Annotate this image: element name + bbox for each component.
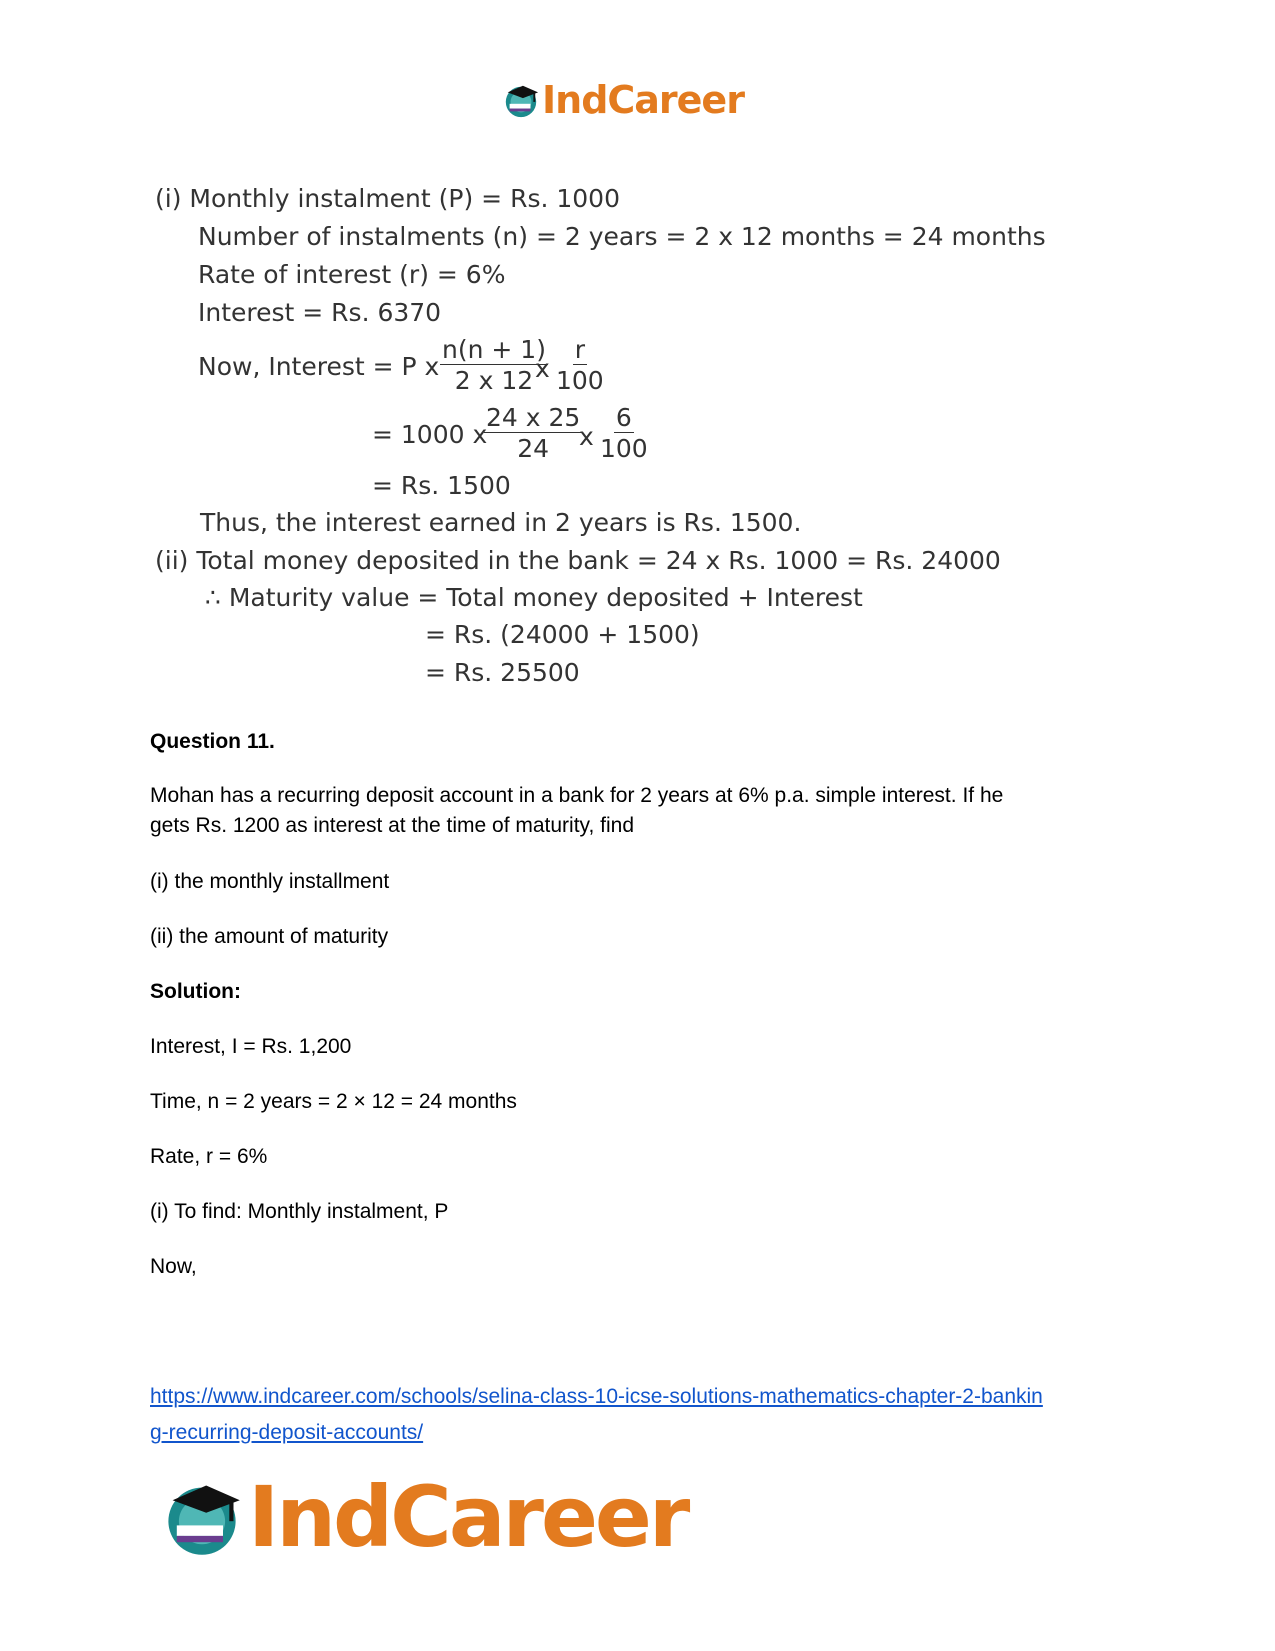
solution-line: Now, (150, 1255, 197, 1278)
math-line: = 1000 x (372, 420, 488, 449)
fraction-numerator: n(n + 1) (442, 335, 546, 364)
solution-line: Interest, I = Rs. 1,200 (150, 1035, 352, 1058)
math-line: Now, Interest = P x (198, 352, 440, 381)
math-line: Rate of interest (r) = 6% (198, 260, 506, 289)
math-line: (i) Monthly instalment (P) = Rs. 1000 (155, 184, 620, 213)
solution-title: Solution: (150, 980, 241, 1003)
fraction (484, 405, 582, 461)
math-line: = Rs. (24000 + 1500) (425, 620, 700, 649)
math-line: Number of instalments (n) = 2 years = 2 x 12 months = 24 months (198, 222, 1046, 251)
brand-name: IndCareer (542, 78, 744, 122)
question-part: (i) the monthly installment (150, 870, 390, 893)
url-line: https://www.indcareer.com/schools/selina-class-10-icse-solutions-mathematics-chapter-2-bankin (150, 1385, 1043, 1408)
footer-logo (160, 1468, 687, 1566)
graduation-globe-icon (160, 1475, 244, 1559)
math-solution-block (0, 0, 1275, 700)
fraction-denominator: 100 (556, 366, 604, 395)
url-line: g-recurring-deposit-accounts/ (150, 1421, 424, 1444)
question-text-line: Mohan has a recurring deposit account in a bank for 2 years at 6% p.a. simple interest. If he (150, 784, 1004, 807)
fraction-denominator: 24 (517, 434, 550, 463)
fraction-numerator: r (574, 335, 585, 364)
fraction-denominator: 100 (600, 434, 648, 463)
solution-line: (i) To find: Monthly instalment, P (150, 1200, 449, 1223)
math-line: (ii) Total money deposited in the bank = 24 x Rs. 1000 = Rs. 24000 (155, 546, 1001, 575)
math-line: ∴ Maturity value = Total money deposited + Interest (205, 583, 863, 612)
fraction (600, 405, 648, 461)
solution-line: Time, n = 2 years = 2 × 12 = 24 months (150, 1090, 517, 1113)
brand-name: IndCareer (248, 1468, 688, 1566)
source-url-link[interactable] (150, 1379, 1130, 1451)
math-line: = Rs. 25500 (425, 658, 580, 687)
question-title: Question 11. (150, 730, 275, 753)
math-line: Thus, the interest earned in 2 years is Rs. 1500. (200, 508, 802, 537)
times-sign: x (579, 422, 594, 451)
math-line: = Rs. 1500 (372, 471, 511, 500)
math-line: Interest = Rs. 6370 (198, 298, 442, 327)
solution-line: Rate, r = 6% (150, 1145, 268, 1168)
fraction-numerator: 6 (615, 403, 632, 432)
fraction (556, 337, 604, 393)
fraction (440, 337, 548, 393)
times-sign: x (535, 354, 550, 383)
fraction-numerator: 24 x 25 (486, 403, 581, 432)
fraction-denominator: 2 x 12 (454, 366, 534, 395)
question-part: (ii) the amount of maturity (150, 925, 389, 948)
question-text-line: gets Rs. 1200 as interest at the time of maturity, find (150, 814, 635, 837)
